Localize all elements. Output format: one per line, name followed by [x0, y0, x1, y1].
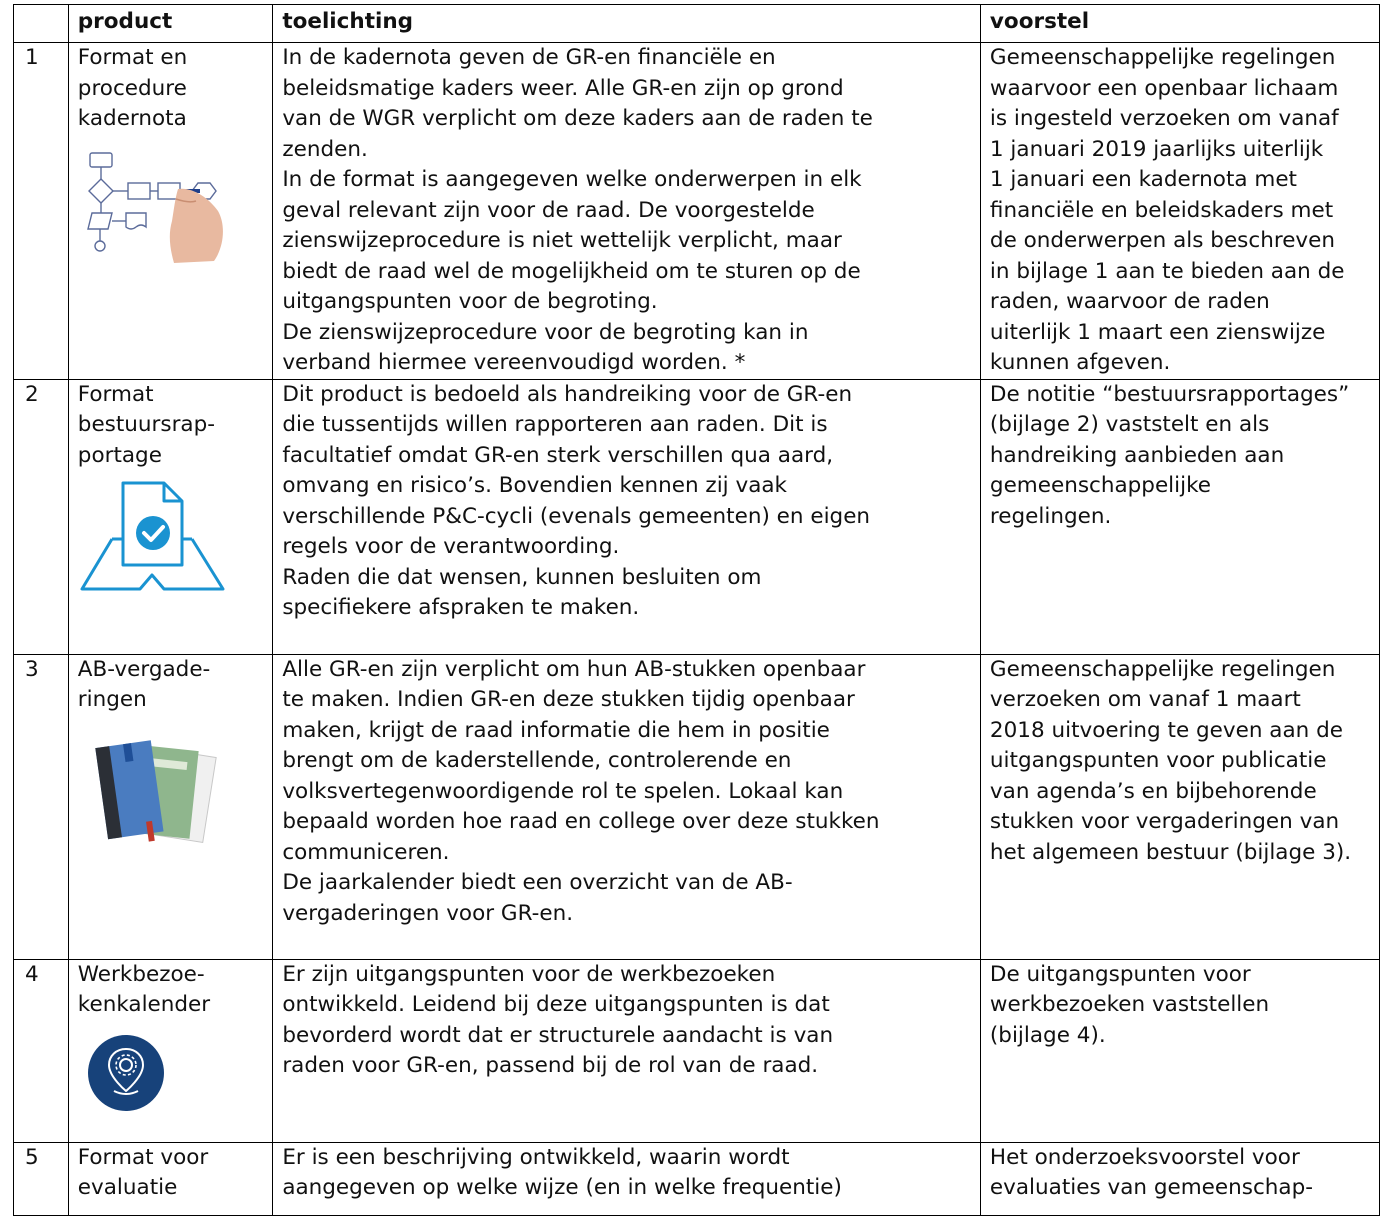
product-line: Werkbezoe- — [77, 961, 205, 987]
text-line: werkbezoeken vaststellen — [989, 992, 1270, 1017]
row-number: 4 — [14, 959, 69, 1142]
text-line: facultatief omdat GR-en sterk verschillen qua aard, — [282, 442, 834, 468]
text-line: in bijlage 1 aan te bieden aan de — [989, 258, 1345, 284]
product-line: portage — [77, 442, 162, 468]
product-line: procedure — [77, 75, 187, 101]
text-line: zienswijzeprocedure is niet wettelijk verplicht, maar — [282, 228, 842, 253]
text-line: uiterlijk 1 maart een zienswijze — [989, 319, 1326, 345]
text-line: regelingen. — [989, 503, 1112, 529]
toelichting-cell — [273, 1142, 981, 1215]
voorstel-cell — [980, 379, 1379, 654]
text-line: (bijlage 4). — [989, 1022, 1106, 1048]
text-line: zenden. — [282, 136, 368, 162]
product-cell — [68, 959, 273, 1142]
location-gear-icon — [86, 1033, 166, 1113]
product-line: Format en — [77, 45, 188, 70]
text-line: Gemeenschappelijke regelingen — [989, 656, 1336, 682]
text-line: specifiekere afspraken te maken. — [282, 595, 640, 620]
text-line: 1 januari een kadernota met — [989, 167, 1297, 192]
text-line: waarvoor een openbaar lichaam — [989, 75, 1339, 101]
text-line: kunnen afgeven. — [989, 350, 1171, 375]
product-line: bestuursrap- — [77, 412, 216, 437]
product-line: evaluatie — [77, 1175, 178, 1200]
text-line: vergaderingen voor GR-en. — [282, 900, 574, 926]
text-line: bevorderd wordt dat er structurele aandacht is van — [282, 1022, 834, 1048]
text-line: Het onderzoeksvoorstel voor — [989, 1144, 1300, 1170]
text-line: bepaald worden hoe raad en college over deze stukken — [282, 809, 880, 834]
text-line: de onderwerpen als beschreven — [989, 228, 1335, 253]
row-number: 3 — [14, 654, 69, 959]
text-line: brengt om de kaderstellende, controlerende en — [282, 748, 792, 773]
text-line: verband hiermee vereenvoudigd worden. * — [282, 350, 746, 375]
text-line: (bijlage 2) vaststelt en als — [989, 412, 1270, 437]
proposal-table — [13, 4, 1380, 1216]
product-line: kenkalender — [77, 992, 211, 1017]
toelichting-cell — [273, 43, 981, 380]
text-line: omvang en risico’s. Bovendien kennen zij vaak — [282, 473, 788, 498]
product-cell — [68, 379, 273, 654]
text-line: Er zijn uitgangspunten voor de werkbezoeken — [282, 961, 776, 987]
text-line: maken, krijgt de raad informatie die hem in positie — [282, 717, 830, 743]
text-line: ontwikkeld. Leidend bij deze uitgangspunten is dat — [282, 992, 830, 1017]
product-line: ringen — [77, 687, 147, 712]
text-line: Raden die dat wensen, kunnen besluiten om — [282, 564, 762, 590]
row-number: 1 — [14, 43, 69, 380]
text-line: te maken. Indien GR-en deze stukken tijdig openbaar — [282, 687, 855, 712]
table-row — [14, 654, 1380, 959]
voorstel-cell — [980, 959, 1379, 1142]
text-line: 1 januari 2019 jaarlijks uiterlijk — [989, 136, 1324, 162]
product-cell — [68, 43, 273, 380]
text-line: In de format is aangegeven welke onderwerpen in elk — [282, 167, 862, 192]
text-line: 2018 uitvoering te geven aan de — [989, 717, 1343, 743]
toelichting-cell — [273, 959, 981, 1142]
text-line: gemeenschappelijke — [989, 473, 1212, 498]
text-line: beleidsmatige kaders weer. Alle GR-en zijn op grond — [282, 75, 844, 101]
text-line: volksvertegenwoordigende rol te spelen. Lokaal kan — [282, 778, 844, 804]
text-line: In de kadernota geven de GR-en financiële en — [282, 45, 776, 70]
text-line: biedt de raad wel de mogelijkheid om te sturen op de — [282, 258, 861, 284]
text-line: financiële en beleidskaders met — [989, 197, 1334, 223]
document-check-icon — [78, 477, 228, 597]
text-line: geval relevant zijn voor de raad. De voorgestelde — [282, 197, 815, 223]
text-line: Dit product is bedoeld als handreiking voor de GR-en — [282, 381, 853, 407]
text-line: Gemeenschappelijke regelingen — [989, 45, 1336, 70]
flowchart-hand-icon — [78, 149, 228, 267]
text-line: De jaarkalender biedt een overzicht van de AB- — [282, 870, 793, 895]
row-number: 2 — [14, 379, 69, 654]
product-line: AB-vergade- — [77, 656, 211, 682]
text-line: Er is een beschrijving ontwikkeld, waarin wordt — [282, 1144, 790, 1170]
text-line: Alle GR-en zijn verplicht om hun AB-stukken openbaar — [282, 656, 866, 682]
header-product: product — [68, 5, 273, 43]
text-line: het algemeen bestuur (bijlage 3). — [989, 839, 1352, 865]
text-line: De notitie “bestuursrapportages” — [989, 381, 1350, 407]
product-line: Format voor — [77, 1144, 209, 1170]
header-number — [14, 5, 69, 43]
books-icon — [78, 734, 228, 854]
table-row — [14, 1142, 1380, 1215]
text-line: is ingesteld verzoeken om vanaf — [989, 106, 1339, 131]
product-cell — [68, 1142, 273, 1215]
text-line: verschillende P&C-cycli (evenals gemeenten) en eigen — [282, 503, 871, 529]
text-line: van agenda’s en bijbehorende — [989, 778, 1317, 804]
text-line: van de WGR verplicht om deze kaders aan de raden te — [282, 106, 873, 131]
text-line: handreiking aanbieden aan — [989, 442, 1285, 468]
voorstel-cell — [980, 654, 1379, 959]
text-line: raden voor GR-en, passend bij de rol van de raad. — [282, 1053, 819, 1078]
table-row — [14, 959, 1380, 1142]
text-line: raden, waarvoor de raden — [989, 289, 1270, 314]
text-line: De uitgangspunten voor — [989, 961, 1251, 987]
voorstel-cell — [980, 1142, 1379, 1215]
text-line: die tussentijds willen rapporteren aan raden. Dit is — [282, 412, 828, 437]
toelichting-cell — [273, 379, 981, 654]
text-line: evaluaties van gemeenschap- — [989, 1175, 1313, 1200]
header-voorstel: voorstel — [980, 5, 1379, 43]
toelichting-cell — [273, 654, 981, 959]
header-toelichting: toelichting — [273, 5, 981, 43]
text-line: uitgangspunten voor de begroting. — [282, 289, 658, 314]
table-row — [14, 379, 1380, 654]
voorstel-cell — [980, 43, 1379, 380]
text-line: stukken voor vergaderingen van — [989, 809, 1340, 834]
product-line: Format — [77, 381, 154, 407]
text-line: verzoeken om vanaf 1 maart — [989, 687, 1301, 712]
product-cell — [68, 654, 273, 959]
text-line: De zienswijzeprocedure voor de begroting kan in — [282, 319, 809, 345]
text-line: uitgangspunten voor publicatie — [989, 748, 1327, 773]
row-number: 5 — [14, 1142, 69, 1215]
text-line: regels voor de verantwoording. — [282, 534, 620, 559]
header-row — [14, 5, 1380, 43]
text-line: aangegeven op welke wijze (en in welke frequentie) — [282, 1175, 842, 1200]
text-line: communiceren. — [282, 839, 450, 865]
product-line: kadernota — [77, 106, 187, 131]
table-row — [14, 43, 1380, 380]
